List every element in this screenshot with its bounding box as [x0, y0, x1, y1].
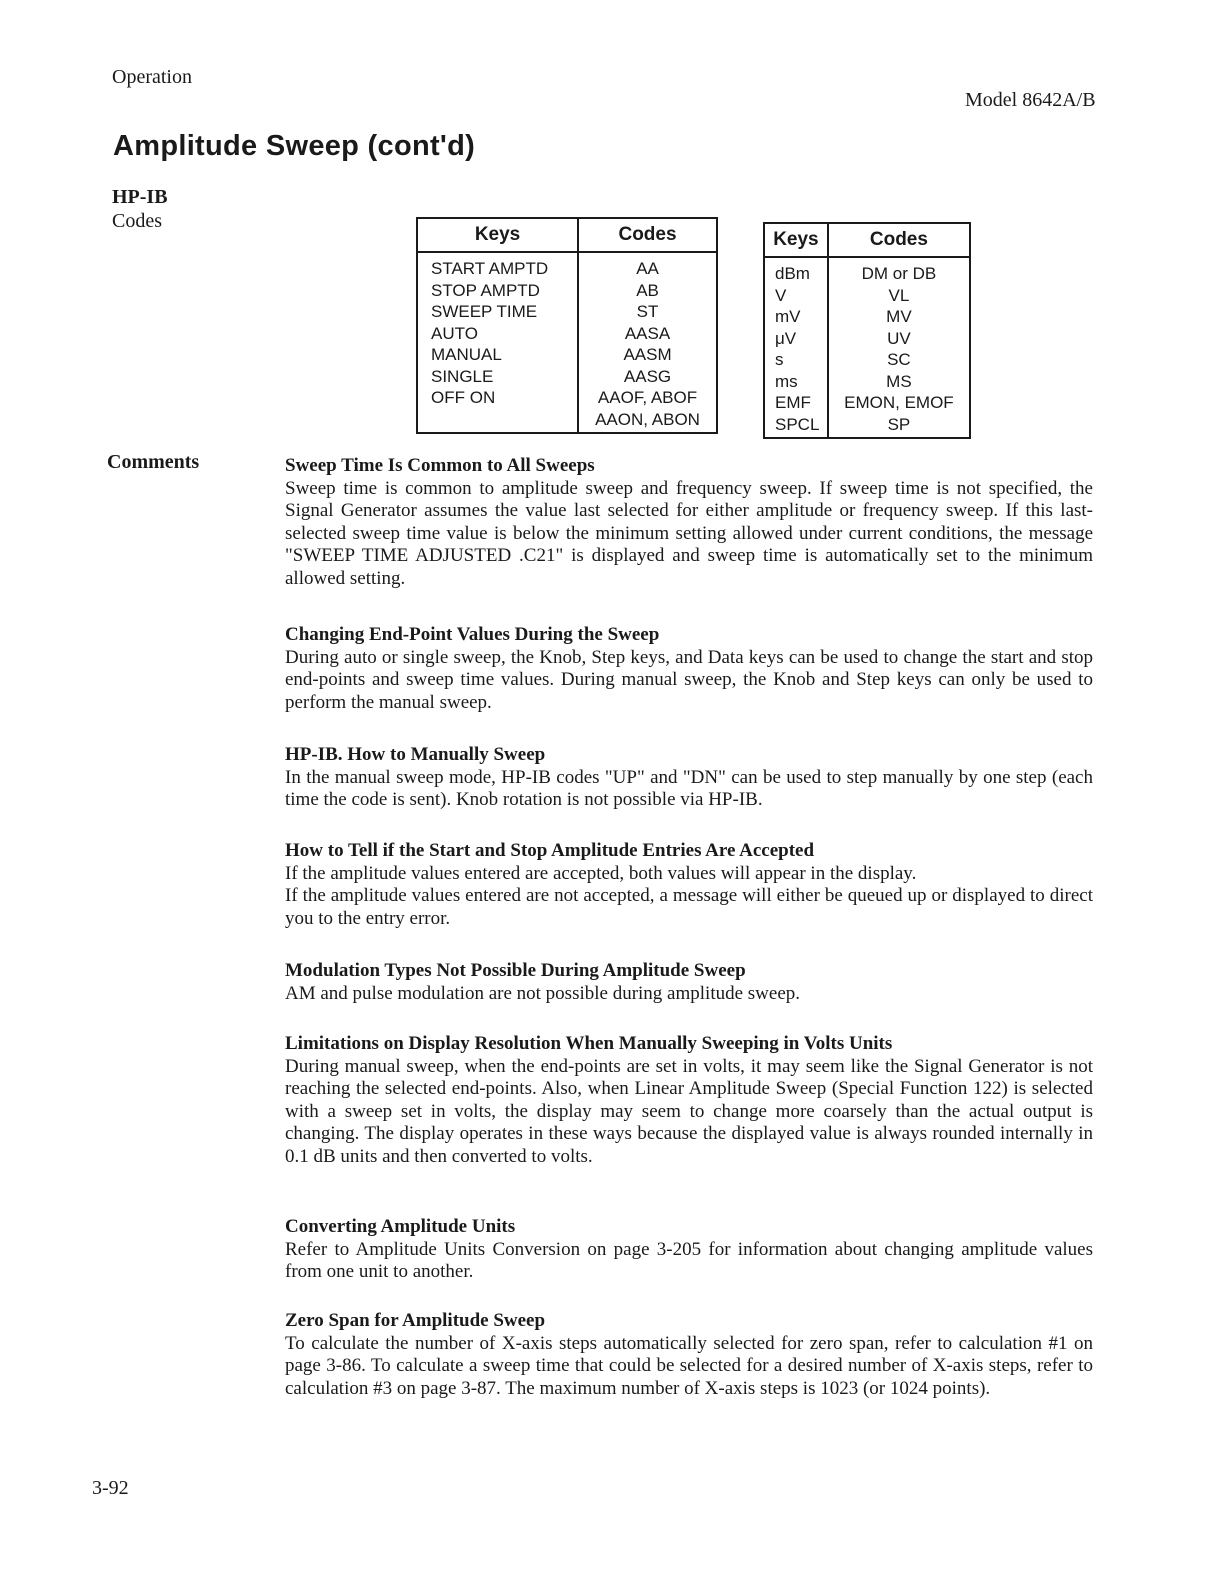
- comment-section: [285, 455, 1093, 590]
- comments-label: Comments: [107, 451, 200, 473]
- running-header-model: Model 8642A/B: [965, 89, 1096, 111]
- section-body: If the amplitude values entered are accepted, both values will appear in the display.: [285, 862, 917, 884]
- table2-header-codes: Codes: [828, 223, 970, 257]
- section-body-continued: If the amplitude values entered are not accepted, a message will either be queued up or displayed to direct you to the entry error.: [285, 885, 1093, 929]
- table1-code: AASA: [624, 323, 671, 343]
- table1-keys-column: [417, 252, 578, 433]
- hpib-codes-table-units: [763, 222, 971, 439]
- table2-key: SPCL: [775, 414, 820, 434]
- table1-code: AASG: [623, 366, 672, 386]
- section-body: AM and pulse modulation are not possible during amplitude sweep.: [285, 982, 801, 1004]
- table1-key: STOP AMPTD: [431, 280, 540, 300]
- table1-codes-column: [578, 252, 717, 433]
- section-heading: HP-IB. How to Manually Sweep: [285, 744, 546, 765]
- table1-key: START AMPTD: [431, 259, 549, 278]
- table1-code: AA: [636, 259, 659, 278]
- section-body: To calculate the number of X-axis steps automatically selected for zero span, refer to calculation #1 on page 3-86. To calculate a sweep time that could be selected for a desired number of X-axis steps, refer to calculation #3 on page 3-87. The maximum number of X-axis steps is 1023 (or 1024 points).: [285, 1332, 1093, 1399]
- comment-section: [285, 1033, 1093, 1168]
- table1-header-codes: Codes: [578, 218, 717, 252]
- comment-section: [285, 840, 1093, 930]
- table2-key: μV: [775, 328, 797, 348]
- section-heading: Zero Span for Amplitude Sweep: [285, 1310, 546, 1331]
- table2-key: dBm: [775, 264, 810, 283]
- section-heading: Sweep Time Is Common to All Sweeps: [285, 455, 595, 476]
- page-number: 3-92: [92, 1477, 129, 1499]
- section-body: Refer to Amplitude Units Conversion on page 3-205 for information about changing amplitude values from one unit to another.: [285, 1238, 1093, 1282]
- comment-section: [285, 960, 1093, 1005]
- section-heading: Modulation Types Not Possible During Amplitude Sweep: [285, 960, 746, 981]
- table1-code: AASM: [623, 345, 672, 364]
- section-heading: Changing End-Point Values During the Sweep: [285, 624, 660, 645]
- table2-code: DM or DB: [861, 264, 937, 283]
- table1-key: SINGLE: [431, 366, 494, 386]
- section-body: During auto or single sweep, the Knob, Step keys, and Data keys can be used to change the start and stop end-points and sweep time values. During manual sweep, the Knob and Step keys can only be used to perform the manual sweep.: [285, 646, 1093, 713]
- comment-section: [285, 1216, 1093, 1284]
- section-heading: Converting Amplitude Units: [285, 1216, 516, 1237]
- hpib-codes-table-keys: [416, 217, 718, 434]
- table1-code: ST: [636, 302, 659, 321]
- table1-key: MANUAL: [431, 345, 502, 364]
- table1-key: OFF ON: [431, 388, 496, 407]
- codes-label: Codes: [112, 210, 162, 232]
- table2-key: V: [775, 285, 787, 305]
- comment-section: [285, 624, 1093, 714]
- hpib-heading: HP-IB: [112, 186, 168, 208]
- table2-keys-column: [764, 257, 828, 438]
- section-body: In the manual sweep mode, HP-IB codes "UP" and "DN" can be used to step manually by one step (each time the code is sent). Knob rotation is not possible via HP-IB.: [285, 766, 1093, 810]
- table2-key: mV: [775, 307, 801, 326]
- table2-code: SC: [887, 350, 911, 369]
- table1-code: AAON, ABON: [595, 409, 700, 429]
- section-heading: How to Tell if the Start and Stop Amplitude Entries Are Accepted: [285, 840, 815, 861]
- page-title: Amplitude Sweep (cont'd): [113, 130, 476, 162]
- comment-section: [285, 744, 1093, 812]
- table2-key: s: [775, 350, 784, 369]
- table2-key: EMF: [775, 393, 811, 412]
- running-header-section: Operation: [112, 66, 192, 88]
- table2-code: UV: [887, 328, 911, 348]
- table2-code: MV: [886, 307, 912, 326]
- table2-code: VL: [888, 285, 910, 305]
- section-body: Sweep time is common to amplitude sweep and frequency sweep. If sweep time is not specified, the Signal Generator assumes the value last selected for either amplitude or frequency sweep. If this last-selected sweep time value is below the minimum setting allowed under current conditions, the message "SWEEP TIME ADJUSTED .C21" is displayed and sweep time is automatically set to the minimum allowed setting.: [285, 477, 1093, 589]
- table2-code: SP: [887, 414, 911, 434]
- table2-code: EMON, EMOF: [844, 393, 954, 412]
- table1-key: AUTO: [431, 323, 478, 343]
- table2-codes-column: [828, 257, 970, 438]
- table2-header-keys: Keys: [764, 223, 828, 257]
- table1-code: AAOF, ABOF: [597, 388, 698, 407]
- section-heading: Limitations on Display Resolution When Manually Sweeping in Volts Units: [285, 1033, 893, 1054]
- table1-code: AB: [636, 280, 659, 300]
- table2-key: ms: [775, 371, 798, 391]
- table2-code: MS: [886, 371, 912, 391]
- section-body: During manual sweep, when the end-points are set in volts, it may seem like the Signal Generator is not reaching the selected end-points. Also, when Linear Amplitude Sweep (Special Function 122) is selected with a sweep set in volts, the display may seem to change more coarsely than the actual output is changing. The display operates in these ways because the displayed value is always rounded internally in 0.1 dB units and then converted to volts.: [285, 1055, 1093, 1167]
- comment-section: [285, 1310, 1093, 1400]
- table1-key: SWEEP TIME: [431, 302, 538, 321]
- table1-header-keys: Keys: [417, 218, 578, 252]
